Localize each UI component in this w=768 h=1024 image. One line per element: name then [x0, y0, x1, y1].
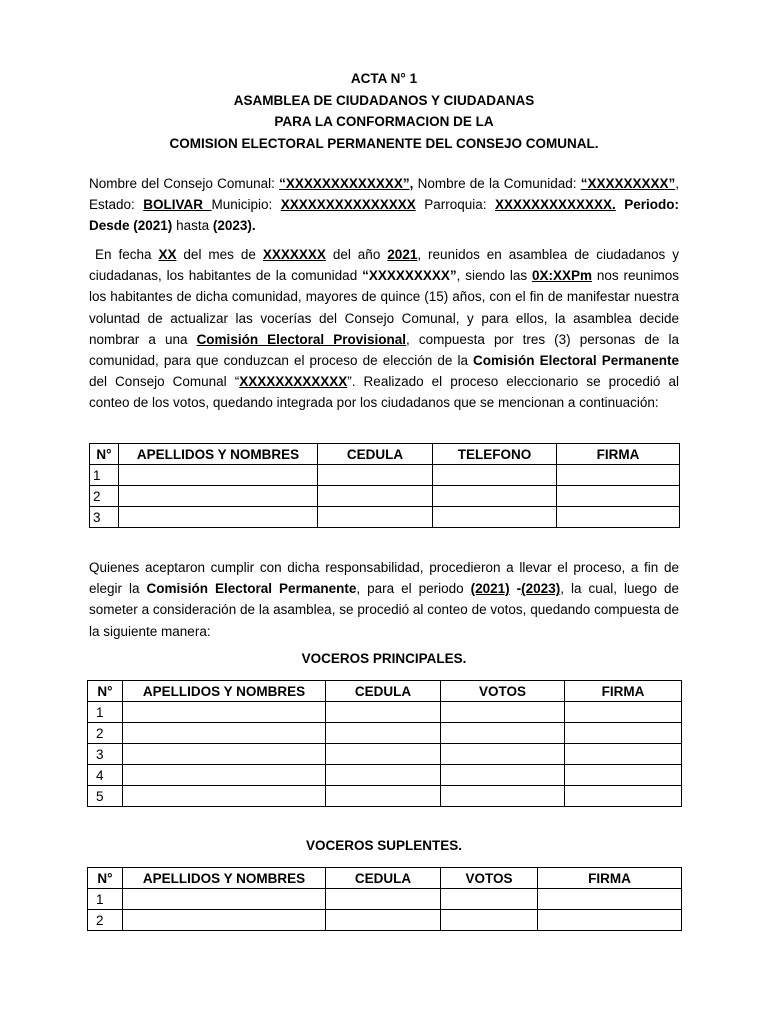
nombres-cell[interactable] [119, 465, 318, 486]
firma-cell[interactable] [538, 910, 682, 931]
intro-text-3: del año [325, 247, 388, 262]
fecha-value: XX [158, 247, 177, 262]
comunidad-label: Nombre de la Comunidad: [413, 176, 581, 191]
row-number: 3 [88, 744, 123, 765]
col-cedula: CEDULA [318, 444, 433, 465]
nombres-cell[interactable] [123, 744, 326, 765]
votos-cell[interactable] [441, 786, 565, 807]
votos-cell[interactable] [441, 702, 565, 723]
row-number: 1 [90, 465, 119, 486]
para2-text-2: , para el periodo [356, 581, 471, 597]
row-number: 2 [88, 723, 123, 744]
comision-provisional-table [89, 443, 680, 528]
comision-provisional: Comisión Electoral Provisional [196, 331, 407, 347]
nombres-cell[interactable] [123, 702, 326, 723]
cedula-cell[interactable] [318, 507, 433, 528]
cedula-cell[interactable] [318, 486, 433, 507]
col-nombres: APELLIDOS Y NOMBRES [123, 868, 326, 889]
intro-text-4: , reunidos en asamblea de ciudadanos y ciudadanas, los habitantes de la comunidad [89, 247, 679, 284]
periodo-hasta: (2023) [521, 581, 561, 597]
anio-value: 2021 [387, 247, 418, 262]
col-telefono: TELEFONO [433, 444, 557, 465]
comunidad-value: “XXXXXXXXX” [580, 176, 676, 191]
row-number: 5 [88, 786, 123, 807]
parroquia-label: Parroquia: [415, 197, 495, 213]
table-row [90, 507, 680, 528]
intro-text-9: ”. Realizado el proceso eleccionario se procedió al conteo de los votos, quedando integrada por los ciudadanos que se mencionan a continuación: [89, 374, 679, 411]
row-number: 2 [88, 910, 123, 931]
telefono-cell[interactable] [433, 465, 557, 486]
nombres-cell[interactable] [119, 507, 318, 528]
nombres-cell[interactable] [123, 765, 326, 786]
telefono-cell[interactable] [433, 507, 557, 528]
table-row [88, 702, 682, 723]
table-row [88, 889, 682, 910]
hora-value: 0X:XXPm [531, 268, 592, 284]
cedula-cell[interactable] [326, 744, 441, 765]
table-row [88, 723, 682, 744]
voceros-principales-table [87, 680, 682, 807]
firma-cell[interactable] [565, 723, 682, 744]
cedula-cell[interactable] [318, 465, 433, 486]
estado-label: , Estado: [89, 176, 679, 213]
cedula-cell[interactable] [326, 723, 441, 744]
firma-cell[interactable] [565, 786, 682, 807]
header-line-4: COMISION ELECTORAL PERMANENTE DEL CONSEJO COMUNAL. [169, 135, 599, 151]
table-row [88, 744, 682, 765]
header-line-1: ACTA N° 1 [350, 71, 418, 86]
voceros-principales-title: VOCEROS PRINCIPALES. [301, 651, 467, 666]
firma-cell[interactable] [565, 744, 682, 765]
consejo-value: “XXXXXXXXXXXXX”, [279, 176, 414, 191]
col-votos: VOTOS [441, 868, 538, 889]
periodo-hasta: (2023). [212, 218, 256, 234]
row-number: 1 [88, 702, 123, 723]
nombres-cell[interactable] [119, 486, 318, 507]
votos-cell[interactable] [441, 723, 565, 744]
nombres-cell[interactable] [123, 723, 326, 744]
table-row [88, 786, 682, 807]
telefono-cell[interactable] [433, 486, 557, 507]
cedula-cell[interactable] [326, 889, 441, 910]
votos-cell[interactable] [441, 765, 565, 786]
col-nombres: APELLIDOS Y NOMBRES [119, 444, 318, 465]
intro-text-1: En fecha [95, 247, 159, 262]
info-paragraph [89, 173, 679, 237]
periodo-desde: (2021) [470, 581, 510, 597]
firma-cell[interactable] [557, 507, 680, 528]
comision-permanente: Comisión Electoral Permanente [146, 581, 357, 597]
firma-cell[interactable] [565, 765, 682, 786]
municipio-value: XXXXXXXXXXXXXXX [280, 197, 416, 213]
eleccion-paragraph [89, 557, 679, 642]
col-votos: VOTOS [441, 681, 565, 702]
col-firma: FIRMA [538, 868, 682, 889]
col-firma: FIRMA [557, 444, 680, 465]
mes-value: XXXXXXX [262, 247, 326, 262]
header-line-3: PARA LA CONFORMACION DE LA [274, 114, 494, 129]
col-cedula: CEDULA [326, 681, 441, 702]
voceros-suplentes-title: VOCEROS SUPLENTES. [305, 838, 463, 853]
periodo-desde: (2021) [133, 218, 173, 234]
periodo-label: Periodo: Desde [89, 197, 680, 234]
row-number: 2 [90, 486, 119, 507]
intro-text-2: del mes de [176, 247, 263, 262]
municipio-label: Municipio: [211, 197, 281, 213]
row-number: 1 [88, 889, 123, 910]
table-row [88, 910, 682, 931]
firma-cell[interactable] [565, 702, 682, 723]
row-number: 3 [90, 507, 119, 528]
table-header-row [88, 681, 682, 702]
cedula-cell[interactable] [326, 786, 441, 807]
parroquia-value: XXXXXXXXXXXXX. [494, 197, 616, 213]
col-firma: FIRMA [565, 681, 682, 702]
firma-cell[interactable] [557, 465, 680, 486]
votos-cell[interactable] [441, 910, 538, 931]
intro-text-7: , compuesta por tres (3) personas de la comunidad, para que conduzcan el proceso de elección de la [89, 331, 679, 369]
intro-text-5: , siendo las [456, 268, 532, 284]
nombres-cell[interactable] [123, 910, 326, 931]
votos-cell[interactable] [441, 889, 538, 910]
estado-value: BOLIVAR [143, 197, 212, 213]
consejo-name: XXXXXXXXXXXX [239, 374, 348, 390]
para2-text-1: Quienes aceptaron cumplir con dicha responsabilidad, procedieron a llevar el proceso, a fin de elegir la [89, 560, 679, 597]
cedula-cell[interactable] [326, 702, 441, 723]
col-num: N° [90, 444, 119, 465]
firma-cell[interactable] [557, 486, 680, 507]
nombres-cell[interactable] [123, 786, 326, 807]
table-header-row [88, 868, 682, 889]
periodo-separator: - [509, 581, 522, 597]
document-header [0, 68, 768, 154]
table-row [90, 465, 680, 486]
firma-cell[interactable] [538, 889, 682, 910]
col-num: N° [88, 868, 123, 889]
para2-text-3: , la cual, luego de someter a consideración de la asamblea, se procedió al conteo de votos, quedando compuesta de la siguiente manera: [89, 581, 680, 639]
votos-cell[interactable] [441, 744, 565, 765]
col-cedula: CEDULA [326, 868, 441, 889]
table-row [90, 486, 680, 507]
comision-permanente: Comisión Electoral Permanente [473, 353, 679, 369]
nombres-cell[interactable] [123, 889, 326, 910]
cedula-cell[interactable] [326, 765, 441, 786]
comunidad-name: “XXXXXXXXX” [362, 268, 457, 284]
intro-text-6: nos reunimos los habitantes de dicha comunidad, mayores de quince (15) años, con el fin de manifestar nuestra voluntad de actualizar las vocerías del Consejo Comunal, y para ellos, la asamblea decide nombrar a una [89, 268, 679, 347]
col-nombres: APELLIDOS Y NOMBRES [123, 681, 326, 702]
intro-text-8: del Consejo Comunal “ [89, 374, 240, 390]
col-num: N° [88, 681, 123, 702]
intro-paragraph [89, 244, 679, 414]
table-header-row [90, 444, 680, 465]
row-number: 4 [88, 765, 123, 786]
consejo-label: Nombre del Consejo Comunal: [89, 176, 280, 191]
table-row [88, 765, 682, 786]
periodo-hasta-label: hasta [172, 218, 213, 234]
cedula-cell[interactable] [326, 910, 441, 931]
voceros-suplentes-table [87, 867, 682, 931]
header-line-2: ASAMBLEA DE CIUDADANOS Y CIUDADANAS [233, 92, 535, 108]
